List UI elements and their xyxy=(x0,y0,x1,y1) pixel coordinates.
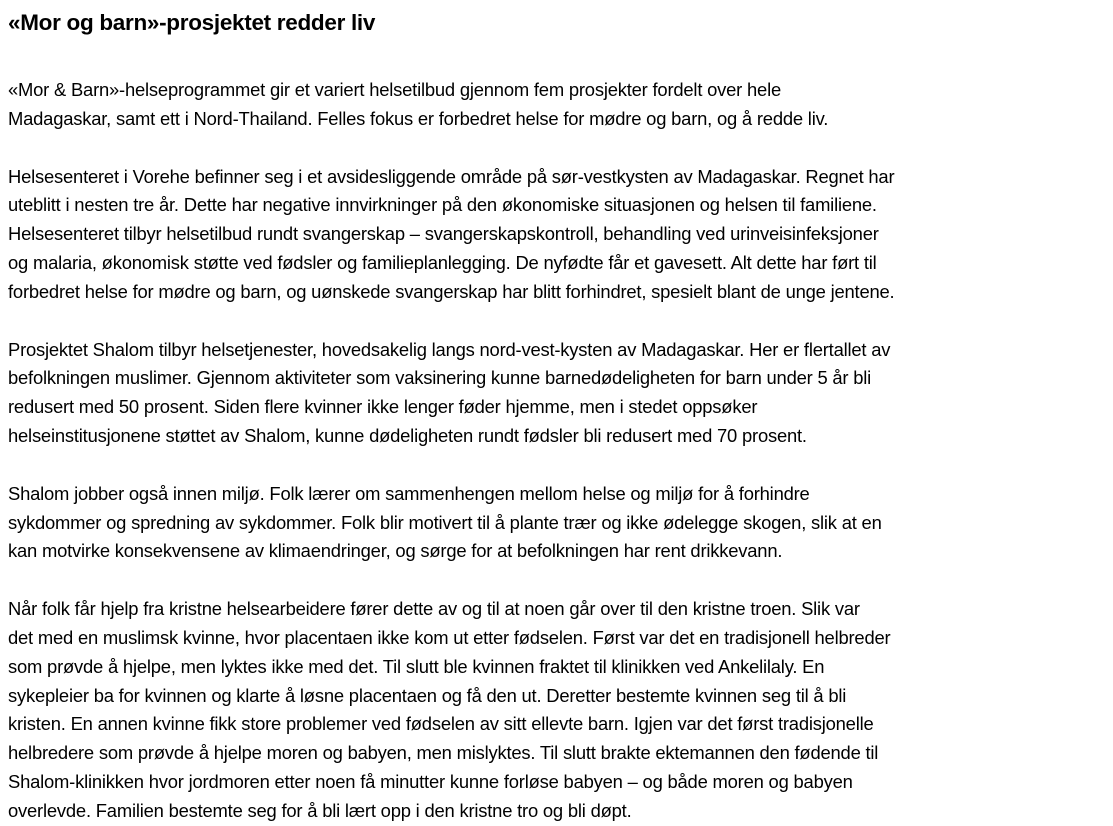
paragraph-4 xyxy=(8,480,1101,566)
text-line: helseinstitusjonene støttet av Shalom, kunne dødeligheten rundt fødsler bli redusert med 70 prosent. xyxy=(8,424,807,446)
paragraph-1 xyxy=(8,76,1101,134)
text-line: Shalom-klinikken hvor jordmoren etter noen få minutter kunne forløse babyen – og både moren og babyen xyxy=(8,770,853,792)
text-line: Helsesenteret i Vorehe befinner seg i et avsidesliggende område på sør-vestkysten av Madagaskar. Regnet har xyxy=(8,165,895,187)
text-line: Når folk får hjelp fra kristne helsearbeidere fører dette av og til at noen går over til den kristne troen. Slik var xyxy=(8,598,860,620)
text-line: redusert med 50 prosent. Siden flere kvinner ikke lenger føder hjemme, men i stedet oppsøker xyxy=(8,396,758,418)
text-line: «Mor & Barn»-helseprogrammet gir et variert helsetilbud gjennom fem prosjekter fordelt over hele xyxy=(8,79,781,100)
text-line: Helsesenteret tilbyr helsetilbud rundt svangerskap – svangerskapskontroll, behandling ved urinveisinfeksjoner xyxy=(8,223,879,245)
text-line: det med en muslimsk kvinne, hvor placentaen ikke kom ut etter fødselen. Først var det en tradisjonell helbreder xyxy=(8,626,891,648)
text-line: Madagaskar, samt ett i Nord-Thailand. Felles fokus er forbedret helse for mødre og barn, og å redde liv. xyxy=(8,107,829,129)
text-line: som prøvde å hjelpe, men lyktes ikke med det. Til slutt ble kvinnen fraktet til klinikken ved Ankelilaly. En xyxy=(8,655,825,677)
text-line: overlevde. Familien bestemte seg for å bli lært opp i den kristne tro og bli døpt. xyxy=(8,799,632,821)
text-line: helbredere som prøvde å hjelpe moren og babyen, men mislyktes. Til slutt brakte ektemannen den fødende til xyxy=(8,742,879,764)
text-line: kristen. En annen kvinne fikk store problemer ved fødselen av sitt ellevte barn. Igjen var det først tradisjonelle xyxy=(8,713,874,735)
paragraph-2 xyxy=(8,163,1101,307)
text-line: uteblitt i nesten tre år. Dette har negative innvirkninger på den økonomiske situasjonen og helsen til familiene. xyxy=(8,194,877,216)
text-line: sykepleier ba for kvinnen og klarte å løsne placentaen og få den ut. Deretter bestemte kvinnen seg til å bli xyxy=(8,684,847,706)
text-line: sykdommer og spredning av sykdommer. Folk blir motivert til å plante trær og ikke ødelegge skogen, slik at en xyxy=(8,511,882,533)
text-line: Shalom jobber også innen miljø. Folk lærer om sammenhengen mellom helse og miljø for å forhindre xyxy=(8,482,810,504)
document-title: «Mor og barn»-prosjektet redder liv xyxy=(8,10,376,35)
paragraph-5 xyxy=(8,595,1101,825)
text-line: befolkningen muslimer. Gjennom aktiviteter som vaksinering kunne barnedødeligheten for barn under 5 år bli xyxy=(8,367,872,389)
document-body xyxy=(8,76,1101,826)
paragraph-3 xyxy=(8,336,1101,451)
text-line: kan motvirke konsekvensene av klimaendringer, og sørge for at befolkningen har rent drikkevann. xyxy=(8,540,783,562)
text-line: og malaria, økonomisk støtte ved fødsler og familieplanlegging. De nyfødte får et gavesett. Alt dette har ført til xyxy=(8,251,877,273)
text-line: forbedret helse for mødre og barn, og uønskede svangerskap har blitt forhindret, spesielt blant de unge jentene. xyxy=(8,280,895,302)
text-line: Prosjektet Shalom tilbyr helsetjenester, hovedsakelig langs nord-vest-kysten av Madagaskar. Her er flertallet av xyxy=(8,338,891,360)
